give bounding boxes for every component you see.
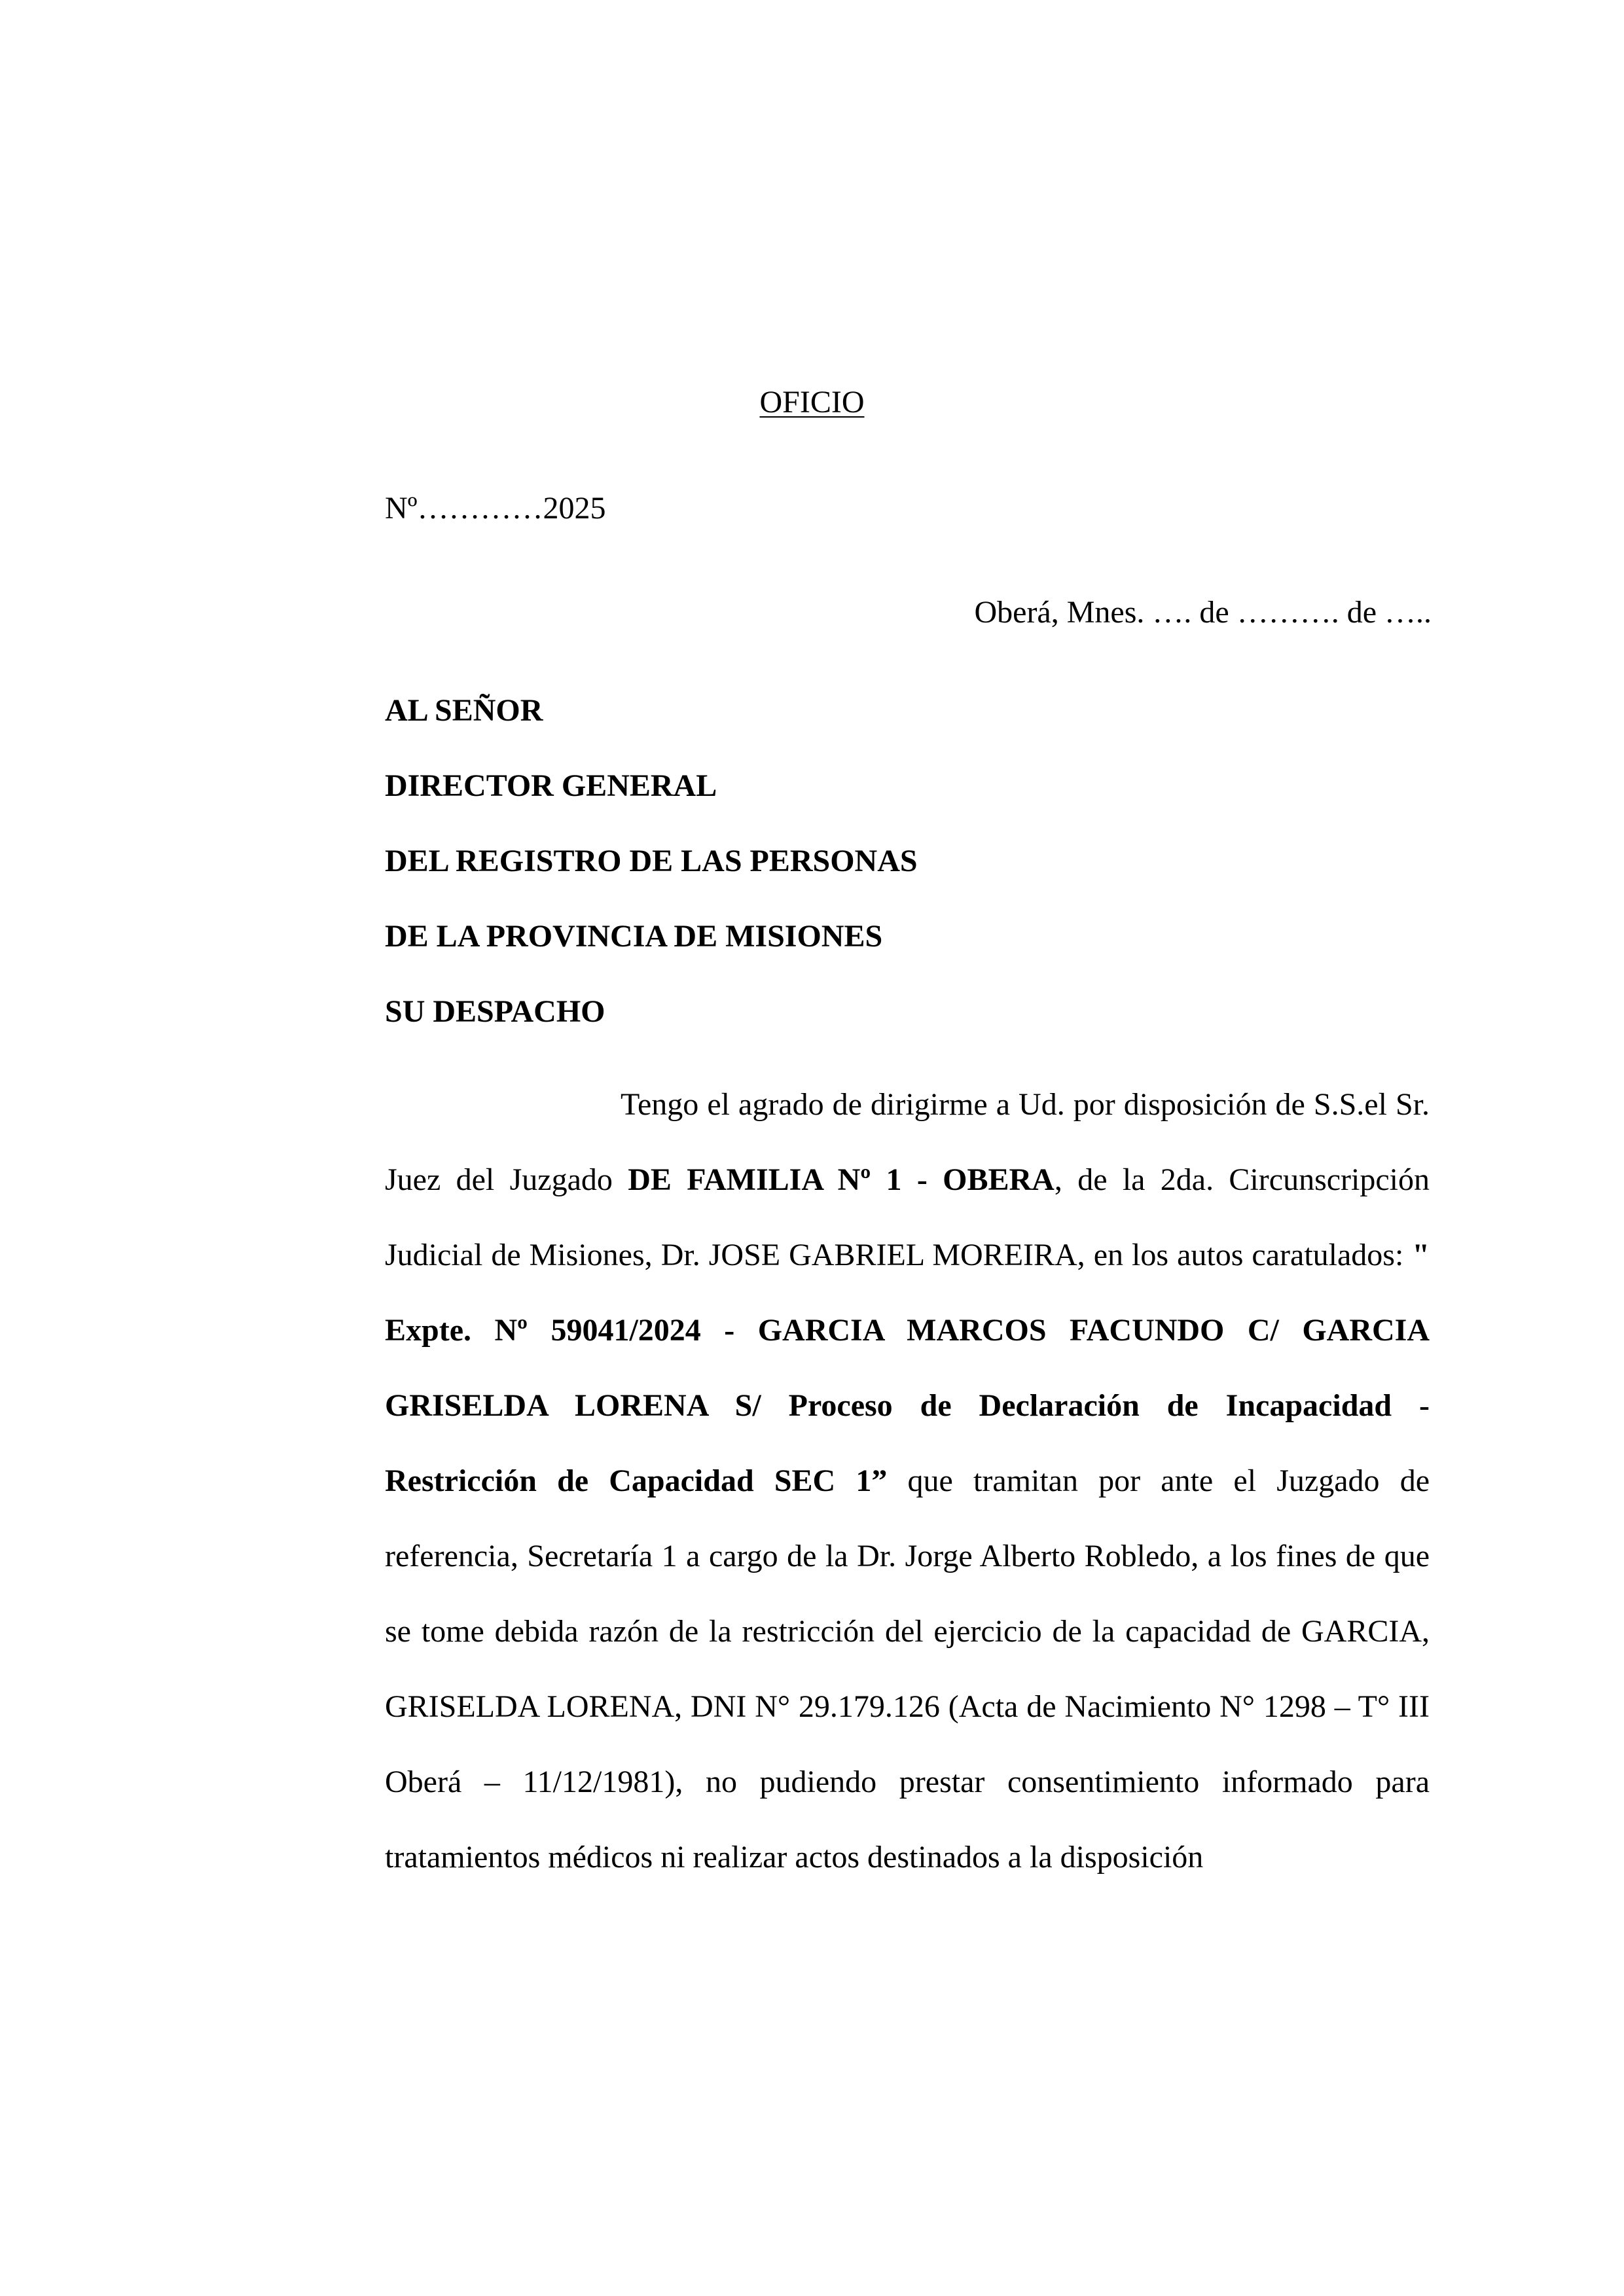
addressee-line: DE LA PROVINCIA DE MISIONES bbox=[385, 919, 883, 954]
date-line: Oberá, Mnes. …. de ………. de ….. bbox=[974, 595, 1432, 630]
addressee-line: DEL REGISTRO DE LAS PERSONAS bbox=[385, 844, 918, 878]
addressee-block bbox=[385, 691, 918, 1067]
body-text-part-2: , de la 2da. Circunscripción Judicial de Misiones, Dr. JOSE GABRIEL MOREIRA, en los autos caratulados: bbox=[385, 1162, 1430, 1272]
body-text-part-1: Tengo el agrado de dirigirme a Ud. por disposición de S.S.el Sr. Juez del Juzgado bbox=[385, 1087, 1430, 1197]
oficio-number: Nº…………2025 bbox=[385, 491, 606, 526]
document-title bbox=[0, 383, 1624, 422]
body-paragraph bbox=[385, 1067, 1430, 1895]
addressee-line: DIRECTOR GENERAL bbox=[385, 768, 717, 803]
addressee-line: SU DESPACHO bbox=[385, 994, 605, 1029]
body-text-part-3: que tramitan por ante el Juzgado de referencia, Secretaría 1 a cargo de la Dr. Jorge Alberto Robledo, a los fines de que se tome debida razón de la restricción del ejercicio de la capacidad de GARCIA, GRISELDA LORENA, DNI N° 29.179.126 (Acta de Nacimiento N° 1298 – T° III Oberá – 11/12/1981), no pudiendo prestar consentimiento informado para tratamientos médicos ni realizar actos destinados a la disposición bbox=[385, 1463, 1430, 1874]
title-text: OFICIO bbox=[759, 385, 865, 420]
court-name: DE FAMILIA Nº 1 - OBERA bbox=[628, 1162, 1055, 1197]
addressee-line: AL SEÑOR bbox=[385, 693, 543, 728]
case-caption: " Expte. Nº 59041/2024 - GARCIA MARCOS FACUNDO C/ GARCIA GRISELDA LORENA S/ Proceso de Declaración de Incapacidad - Restricción de Capacidad SEC 1” bbox=[385, 1238, 1430, 1498]
